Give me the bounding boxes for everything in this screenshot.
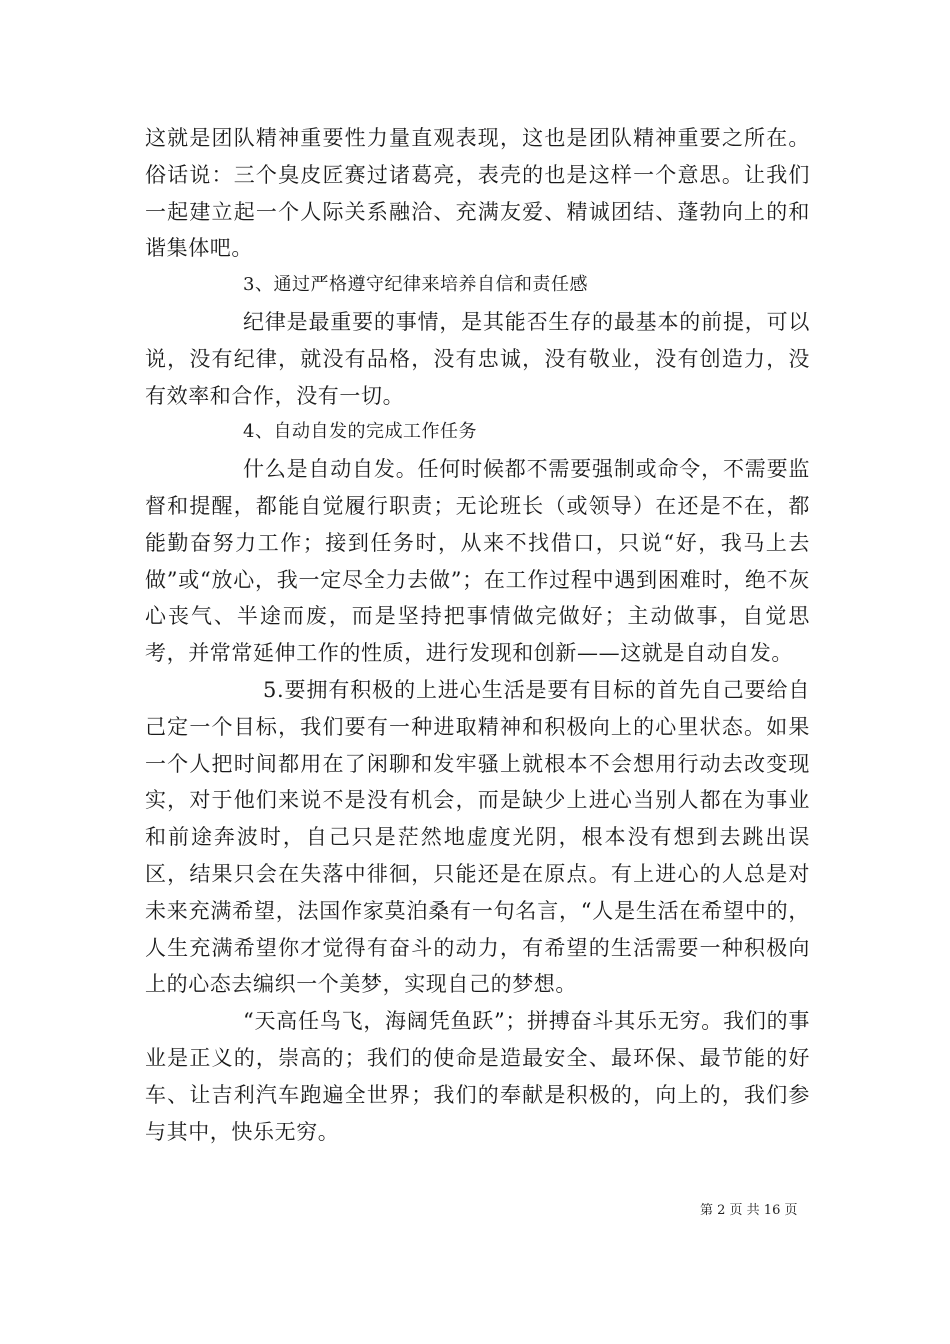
document-body [145, 120, 810, 1150]
paragraph-team-spirit: 这就是团队精神重要性力量直观表现，这也是团队精神重要之所在。俗话说：三个臭皮匠赛过诸葛亮，表壳的也是这样一个意思。让我们一起建立起一个人际关系融洽、充满友爱、精诚团结、蓬勃向上的和谐集体吧。 [145, 126, 810, 261]
paragraph-self-motivation: 什么是自动自发。任何时候都不需要强制或命令，不需要监督和提醒，都能自觉履行职责；无论班长（或领导）在还是不在，都能勤奋努力工作；接到任务时，从来不找借口，只说“好，我马上去做”或“放心，我一定尽全力去做”；在工作过程中遇到困难时，绝不灰心丧气、半途而废，而是坚持把事情做完做好；主动做事，自觉思考，并常常延伸工作的性质，进行发现和创新——这就是自动自发。 [145, 457, 810, 666]
paragraph-closing: “天高任鸟飞，海阔凭鱼跃”；拼搏奋斗其乐无穷。我们的事业是正义的，崇高的；我们的使命是造最安全、最环保、最节能的好车、让吉利汽车跑遍全世界；我们的奉献是积极的，向上的，我们参与其中，快乐无穷。 [145, 1009, 810, 1144]
heading-self-motivation: 4、自动自发的完成工作任务 [243, 421, 477, 443]
page-footer-number: 第 2 页 共 16 页 [700, 1203, 798, 1218]
heading-discipline: 3、通过严格遵守纪律来培养自信和责任感 [243, 274, 588, 296]
paragraph-ambition: 5.要拥有积极的上进心生活是要有目标的首先自己要给自己定一个目标，我们要有一种进取精神和积极向上的心里状态。如果一个人把时间都用在了闲聊和发牢骚上就根本不会想用行动去改变现实，对于他们来说不是没有机会，而是缺少上进心当别人都在为事业和前途奔波时，自己只是茫然地虚度光阴，根本没有想到去跳出误区，结果只会在失落中徘徊，只能还是在原点。有上进心的人总是对未来充满希望，法国作家莫泊桑有一句名言，“人是生活在希望中的，人生充满希望你才觉得有奋斗的动力，有希望的生活需要一种积极向上的心态去编织一个美梦，实现自己的梦想。 [145, 677, 810, 997]
paragraph-discipline: 纪律是最重要的事情，是其能否生存的最基本的前提，可以说，没有纪律，就没有品格，没有忠诚，没有敬业，没有创造力，没有效率和合作，没有一切。 [145, 309, 810, 408]
